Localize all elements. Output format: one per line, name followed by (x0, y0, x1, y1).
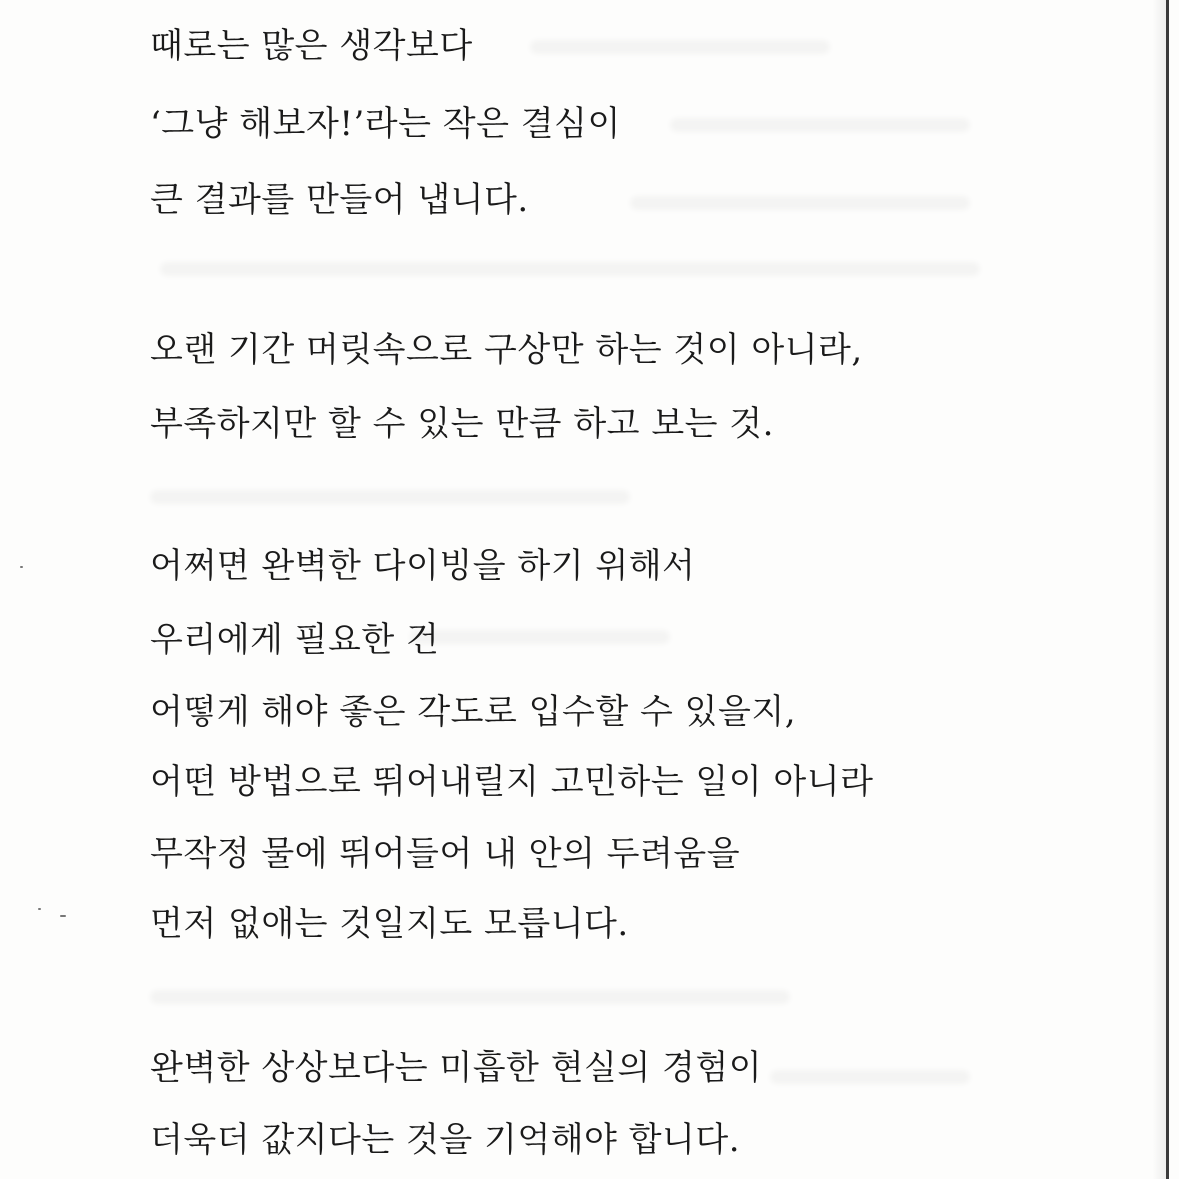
scan-speck (20, 566, 23, 568)
text-line: 우리에게 필요한 건 (150, 620, 440, 660)
text-line: 부족하지만 할 수 있는 만큼 하고 보는 것. (150, 404, 774, 444)
show-through-background (150, 0, 980, 1179)
text-line: 때로는 많은 생각보다 (150, 26, 473, 66)
text-line: 먼저 없애는 것일지도 모릅니다. (150, 904, 629, 944)
text-line: 더욱더 값지다는 것을 기억해야 합니다. (150, 1120, 741, 1160)
text-line: 어쩌면 완벽한 다이빙을 하기 위해서 (150, 546, 696, 586)
page-edge-shadow (1152, 0, 1166, 1179)
text-line: 무작정 물에 뛰어들어 내 안의 두려움을 (150, 834, 741, 874)
text-line: 완벽한 상상보다는 미흡한 현실의 경험이 (150, 1048, 763, 1088)
text-line: 어떤 방법으로 뛰어내릴지 고민하는 일이 아니라 (150, 762, 874, 802)
text-line: 오랜 기간 머릿속으로 구상만 하는 것이 아니라, (150, 330, 863, 370)
text-line: 어떻게 해야 좋은 각도로 입수할 수 있을지, (150, 692, 796, 732)
scan-speck (60, 915, 66, 917)
scan-speck (38, 908, 41, 910)
page-edge-line (1166, 0, 1169, 1179)
text-line: ‘그냥 해보자!’라는 작은 결심이 (150, 104, 621, 144)
text-line: 큰 결과를 만들어 냅니다. (150, 180, 529, 220)
